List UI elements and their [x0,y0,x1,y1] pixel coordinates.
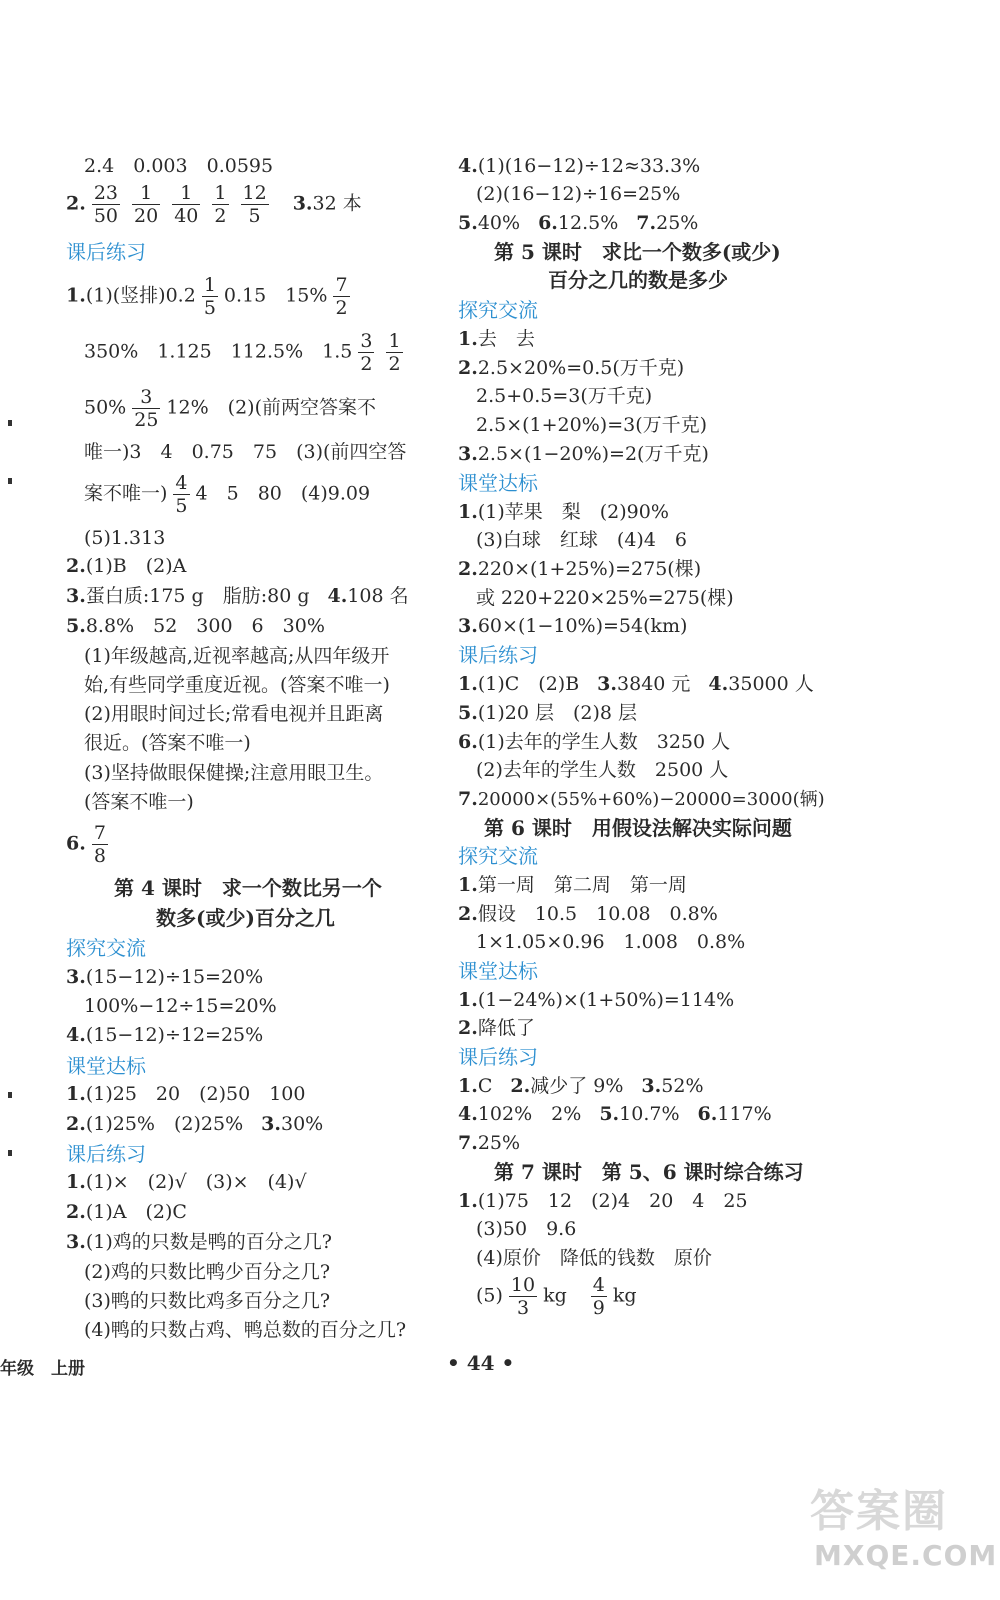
item-number: 2. [66,192,86,215]
footer-grade-label: 年级 上册 [0,1359,85,1379]
answer-line: 2.220×(1+25%)=275(棵) [458,558,702,580]
fraction: $\frac{3}{2}$ [360,330,373,375]
answer-line: 4.(15−12)÷12=25% [66,1024,264,1046]
answer-line: 2.假设 10.5 10.08 0.8% [458,903,718,925]
answer-line: 2. $\frac{23}{50}$ $\frac{1}{20}$ $\frac{1}{40}$ $\frac{1}{2}$ $\frac{12}{5}$ 3.32 本 [66,182,362,227]
lesson-title: 第 7 课时 第 5、6 课时综合练习 [494,1160,804,1184]
answer-line: 1×1.05×0.96 1.008 0.8% [476,931,746,953]
answer-line: (3)白球 红球 (4)4 6 [476,529,688,551]
answer-line: 5.8.8% 52 300 6 30% [66,615,325,637]
answer-line: 始,有些同学重度近视。(答案不唯一) [84,674,390,696]
lesson-title: 第 4 课时 求一个数比另一个 [114,876,382,900]
answer-line: 2.5×(1+20%)=3(万千克) [476,414,708,436]
fraction: $\frac{4}{9}$ [592,1274,605,1319]
section-heading: 课堂达标 [458,959,538,983]
item-number: 1. [66,284,86,307]
answer-line: 1.(1)苹果 梨 (2)90% [458,501,669,523]
fraction: $\frac{23}{50}$ [93,182,119,227]
answer-line: 4.(1)(16−12)÷12≈33.3% [458,155,701,177]
page-number: • 44 • [447,1351,515,1375]
answer-line: 1.C 2.减少了 9% 3.52% [458,1075,704,1097]
lesson-title: 数多(或少)百分之几 [156,906,335,930]
answer-line: (3)鸭的只数比鸡多百分之几? [84,1290,331,1312]
answer-line: 3.(1)鸡的只数是鸭的百分之几? [66,1231,332,1253]
answer-line: 2.5+0.5=3(万千克) [476,385,653,407]
fraction: $\frac{1}{2}$ [388,330,401,375]
answer-line: (3)50 9.6 [476,1218,577,1240]
answer-line: 3.蛋白质:175 g 脂肪:80 g 4.108 名 [66,585,409,607]
watermark-url: MXQE.COM [814,1539,998,1572]
lesson-title: 第 6 课时 用假设法解决实际问题 [484,816,792,840]
answer-line: 很近。(答案不唯一) [84,732,251,754]
fraction: $\frac{12}{5}$ [242,182,267,227]
section-heading: 课堂达标 [458,471,538,495]
answer-line: 5.40% 6.12.5% 7.25% [458,212,699,234]
answer-line: 2.降低了 [458,1017,535,1039]
fraction: $\frac{7}{8}$ [93,822,106,867]
answer-line: (2)鸡的只数比鸭少百分之几? [84,1261,331,1283]
answer-line: 2.(1)25% (2)25% 3.30% [66,1113,324,1135]
section-heading: 探究交流 [458,298,538,322]
answer-line: 3.60×(1−10%)=54(km) [458,615,688,637]
answer-line: 案不唯一) $\frac{4}{5}$ 4 5 80 (4)9.09 [84,472,371,517]
answer-line: 1.去 去 [458,328,535,350]
answer-line: (5)1.313 [84,527,166,549]
answer-line: 6.(1)去年的学生人数 3250 人 [458,731,731,753]
answer-line: 或 220+220×25%=275(棵) [476,587,734,609]
answer-line: 6. $\frac{7}{8}$ [66,822,106,867]
answer-line: (答案不唯一) [84,791,194,813]
answer-line: 3.2.5×(1−20%)=2(万千克) [458,443,709,465]
section-heading: 探究交流 [458,844,538,868]
fraction: $\frac{1}{2}$ [214,182,227,227]
answer-line: (2)(16−12)÷16=25% [476,183,681,205]
section-heading: 课后练习 [458,643,538,667]
margin-mark [8,478,12,484]
answer-line: 7.25% [458,1132,521,1154]
answer-line: 2.(1)B (2)A [66,555,187,577]
margin-mark [8,420,12,426]
fraction: $\frac{3}{25}$ [134,386,159,431]
answer-line: 350% 1.125 112.5% 1.5 $\frac{3}{2}$ $\frac{1}{2}$ [84,330,401,375]
section-heading: 课后练习 [66,1142,146,1166]
answer-line: 50% $\frac{3}{25}$ 12% (2)(前两空答案不 [84,386,376,431]
section-heading: 课后练习 [66,240,146,264]
answer-line: 2.(1)A (2)C [66,1201,187,1223]
answer-line: 2.4 0.003 0.0595 [84,155,274,177]
answer-line: (4)原价 降低的钱数 原价 [476,1247,712,1269]
answer-line: 1.第一周 第二周 第一周 [458,874,687,896]
answer-line: 2.2.5×20%=0.5(万千克) [458,357,685,379]
answer-line: 7.20000×(55%+60%)−20000=3000(辆) [458,788,825,810]
fraction: $\frac{4}{5}$ [175,472,188,517]
answer-line: 5.(1)20 层 (2)8 层 [458,702,638,724]
fraction: $\frac{1}{5}$ [203,274,216,319]
answer-line: 1.(1)75 12 (2)4 20 4 25 [458,1190,748,1212]
answer-line: (2)用眼时间过长;常看电视并且距离 [84,703,384,725]
answer-line: 1.(1)× (2)√ (3)× (4)√ [66,1171,307,1193]
fraction: $\frac{7}{2}$ [335,274,348,319]
answer-line: 1.(1)25 20 (2)50 100 [66,1083,306,1105]
answer-line: (1)年级越高,近视率越高;从四年级开 [84,645,390,667]
watermark-logo-text: 答案圈 [810,1486,948,1537]
answer-line: 100%−12÷15=20% [84,995,277,1017]
section-heading: 课后练习 [458,1045,538,1069]
answer-line: (5) $\frac{10}{3}$ kg $\frac{4}{9}$ kg [476,1274,637,1319]
margin-mark [8,1150,12,1156]
answer-line: 4.102% 2% 5.10.7% 6.117% [458,1103,772,1125]
answer-line: 1.(1)C (2)B 3.3840 元 4.35000 人 [458,673,814,695]
answer-line: (3)坚持做眼保健操;注意用眼卫生。 [84,762,384,784]
lesson-title: 第 5 课时 求比一个数多(或少) [494,240,781,264]
item-number: 3. [292,192,313,215]
margin-mark [8,1092,12,1098]
watermark-logo [810,1475,998,1595]
answer-line: 1.(1)(竖排)0.2 $\frac{1}{5}$ 0.15 15% $\frac{7}{2}$ [66,274,348,319]
fraction: $\frac{1}{40}$ [174,182,199,227]
answer-line: (4)鸭的只数占鸡、鸭总数的百分之几? [84,1319,407,1341]
fraction: $\frac{10}{3}$ [510,1274,536,1319]
answer-line: 唯一)3 4 0.75 75 (3)(前四空答 [84,441,407,463]
section-heading: 课堂达标 [66,1054,146,1078]
fraction: $\frac{1}{20}$ [134,182,159,227]
section-heading: 探究交流 [66,936,146,960]
answer-line: (2)去年的学生人数 2500 人 [476,759,729,781]
answer-line: 1.(1−24%)×(1+50%)=114% [458,989,735,1011]
lesson-title: 百分之几的数是多少 [548,268,728,292]
answer-line: 3.(15−12)÷15=20% [66,966,264,988]
